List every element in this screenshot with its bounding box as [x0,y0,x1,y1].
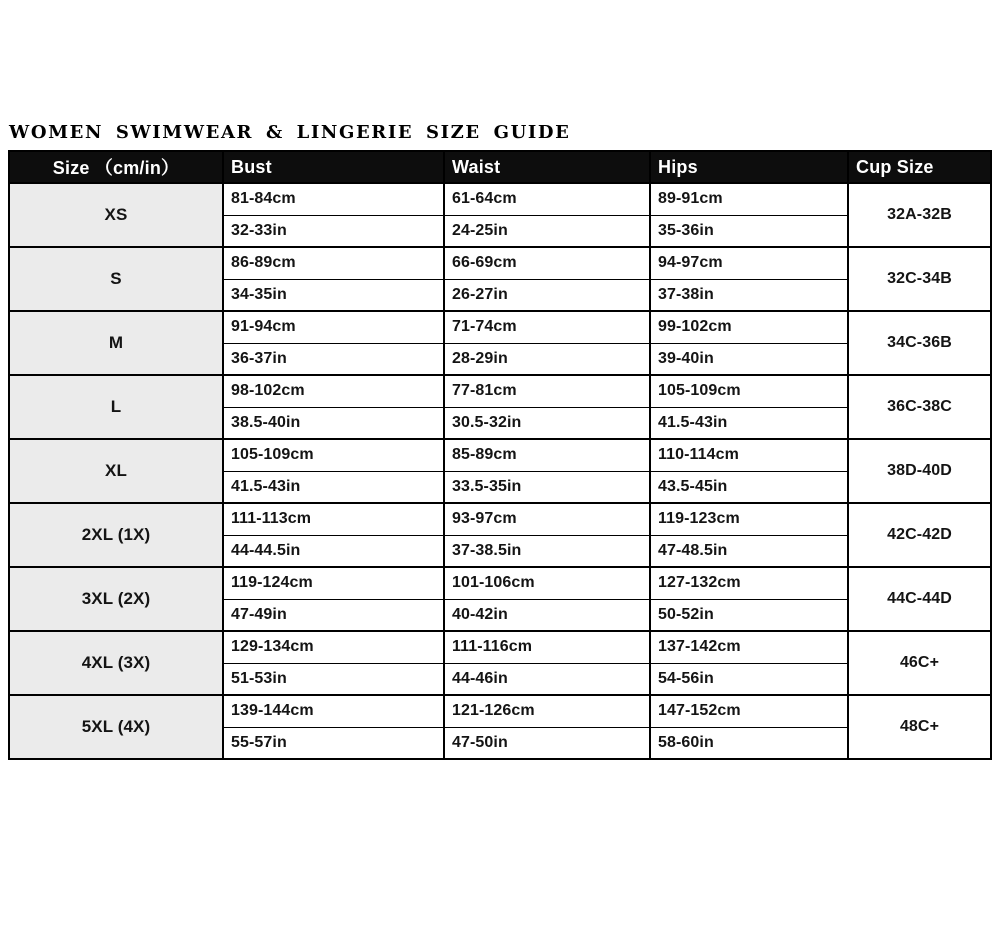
hips-cm-cell: 89-91cm [650,183,848,215]
cup-size-cell: 32C-34B [848,247,991,311]
table-row [9,695,991,727]
page-title: WOMEN SWIMWEAR & LINGERIE SIZE GUIDE [9,122,571,143]
size-cell: 3XL (2X) [9,567,223,631]
hips-cm-cell: 137-142cm [650,631,848,663]
hips-cm-cell: 119-123cm [650,503,848,535]
waist-cm-cell: 61-64cm [444,183,650,215]
size-cell: S [9,247,223,311]
header-waist: Waist [444,151,650,183]
header-cup-size: Cup Size [848,151,991,183]
header-size: Size （cm/in） [9,151,223,183]
hips-in-cell: 58-60in [650,727,848,759]
waist-cm-cell: 71-74cm [444,311,650,343]
hips-in-cell: 37-38in [650,279,848,311]
table-row [9,375,991,407]
table-row [9,439,991,471]
hips-cm-cell: 94-97cm [650,247,848,279]
waist-in-cell: 37-38.5in [444,535,650,567]
size-cell: 2XL (1X) [9,503,223,567]
bust-cm-cell: 81-84cm [223,183,444,215]
bust-in-cell: 32-33in [223,215,444,247]
hips-cm-cell: 105-109cm [650,375,848,407]
cup-size-cell: 36C-38C [848,375,991,439]
hips-in-cell: 54-56in [650,663,848,695]
waist-in-cell: 30.5-32in [444,407,650,439]
header-hips: Hips [650,151,848,183]
hips-cm-cell: 127-132cm [650,567,848,599]
cup-size-cell: 42C-42D [848,503,991,567]
table-row [9,247,991,279]
cup-size-cell: 46C+ [848,631,991,695]
waist-cm-cell: 93-97cm [444,503,650,535]
hips-in-cell: 47-48.5in [650,535,848,567]
waist-in-cell: 44-46in [444,663,650,695]
waist-in-cell: 40-42in [444,599,650,631]
bust-in-cell: 51-53in [223,663,444,695]
bust-in-cell: 41.5-43in [223,471,444,503]
bust-cm-cell: 91-94cm [223,311,444,343]
size-cell: L [9,375,223,439]
table-row [9,503,991,535]
table-header-row [9,151,991,183]
bust-in-cell: 38.5-40in [223,407,444,439]
waist-cm-cell: 77-81cm [444,375,650,407]
hips-in-cell: 35-36in [650,215,848,247]
table-row [9,631,991,663]
hips-cm-cell: 147-152cm [650,695,848,727]
waist-cm-cell: 121-126cm [444,695,650,727]
table-row [9,183,991,215]
bust-cm-cell: 111-113cm [223,503,444,535]
waist-in-cell: 24-25in [444,215,650,247]
bust-in-cell: 34-35in [223,279,444,311]
size-cell: M [9,311,223,375]
size-cell: XS [9,183,223,247]
hips-in-cell: 50-52in [650,599,848,631]
size-guide-table [8,150,992,760]
hips-in-cell: 39-40in [650,343,848,375]
size-cell: 5XL (4X) [9,695,223,759]
waist-cm-cell: 66-69cm [444,247,650,279]
waist-cm-cell: 111-116cm [444,631,650,663]
waist-in-cell: 28-29in [444,343,650,375]
size-cell: XL [9,439,223,503]
hips-in-cell: 43.5-45in [650,471,848,503]
bust-cm-cell: 119-124cm [223,567,444,599]
size-cell: 4XL (3X) [9,631,223,695]
hips-cm-cell: 99-102cm [650,311,848,343]
bust-in-cell: 36-37in [223,343,444,375]
cup-size-cell: 44C-44D [848,567,991,631]
bust-cm-cell: 129-134cm [223,631,444,663]
waist-cm-cell: 85-89cm [444,439,650,471]
waist-in-cell: 47-50in [444,727,650,759]
table-row [9,567,991,599]
bust-in-cell: 44-44.5in [223,535,444,567]
bust-cm-cell: 105-109cm [223,439,444,471]
cup-size-cell: 48C+ [848,695,991,759]
cup-size-cell: 32A-32B [848,183,991,247]
hips-cm-cell: 110-114cm [650,439,848,471]
header-bust: Bust [223,151,444,183]
cup-size-cell: 34C-36B [848,311,991,375]
waist-cm-cell: 101-106cm [444,567,650,599]
waist-in-cell: 33.5-35in [444,471,650,503]
waist-in-cell: 26-27in [444,279,650,311]
bust-cm-cell: 98-102cm [223,375,444,407]
hips-in-cell: 41.5-43in [650,407,848,439]
bust-in-cell: 55-57in [223,727,444,759]
bust-cm-cell: 86-89cm [223,247,444,279]
table-row [9,311,991,343]
bust-cm-cell: 139-144cm [223,695,444,727]
cup-size-cell: 38D-40D [848,439,991,503]
bust-in-cell: 47-49in [223,599,444,631]
